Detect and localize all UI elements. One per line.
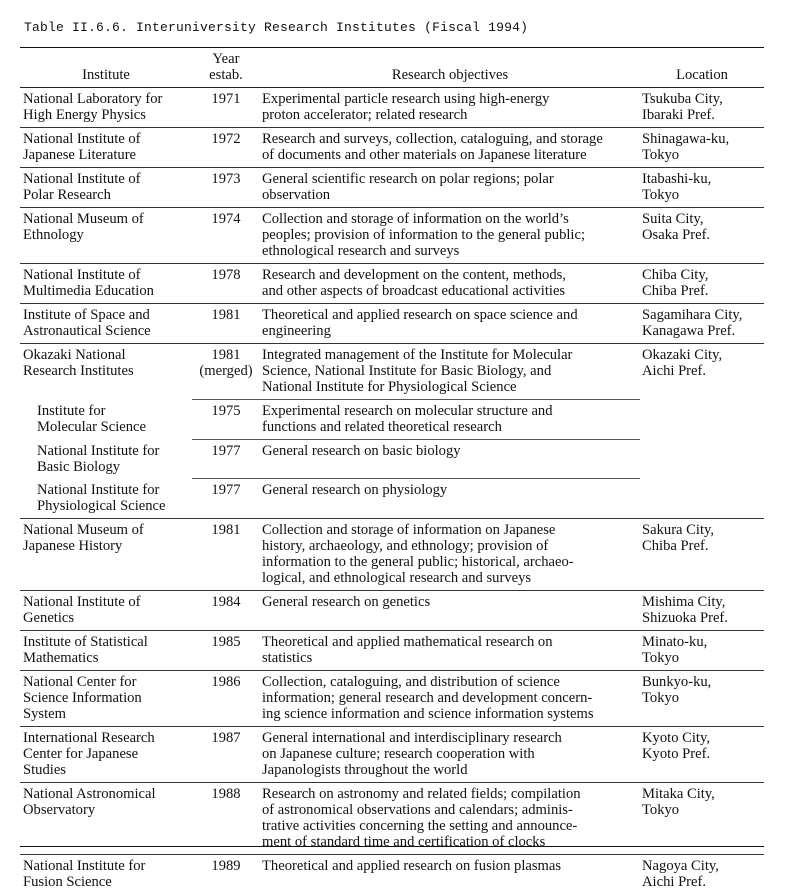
objectives-text: Theoretical and applied research on space science and engineering [262,307,578,339]
table-row [20,128,764,168]
year-cell [192,400,260,440]
table-row [20,264,764,304]
location-cell [640,590,764,630]
institute-text: National Astronomical Observatory [23,785,156,818]
location-cell [640,518,764,590]
institute-cell [20,782,192,854]
objectives-cell [260,518,640,590]
location-text: Shinagawa-ku, Tokyo [642,131,730,163]
location-text: Mitaka City, Tokyo [642,785,715,818]
table-row [20,518,764,590]
location-text: Minato-ku, Tokyo [642,633,708,666]
institute-cell [20,630,192,670]
location-text: Kyoto City, Kyoto Pref. [642,729,711,762]
year-text: 1987 [211,729,241,746]
year-cell [192,304,260,344]
location-text: Mishima City, Shizuoka Pref. [642,593,728,626]
year-text: 1977 [211,443,241,459]
location-cell [640,88,764,128]
objectives-text: Theoretical and applied research on fusion plasmas [262,857,562,874]
year-text: 1977 [211,482,241,498]
objectives-cell [260,590,640,630]
objectives-cell [260,854,640,894]
table-row [20,208,764,264]
objectives-cell [260,479,640,519]
location-text: Suita City, Osaka Pref. [642,211,711,243]
institute-cell [20,264,192,304]
institute-text: National Museum of Ethnology [23,211,144,243]
institute-cell [20,440,192,479]
table-row [20,854,764,894]
institute-cell [20,400,192,440]
year-text: 1984 [211,593,241,610]
location-cell [640,782,764,854]
location-text: Sagamihara City, Kanagawa Pref. [642,307,743,339]
year-cell [192,168,260,208]
institute-cell [20,208,192,264]
location-text: Nagoya City, Aichi Pref. [642,857,719,890]
institute-cell [20,304,192,344]
table-row [20,590,764,630]
year-text: 1981 (merged) [199,347,253,379]
location-text: Bunkyo-ku, Tokyo [642,673,712,706]
location-text: Okazaki City, Aichi Pref. [642,347,723,379]
year-text: 1978 [211,267,241,283]
objectives-cell [260,630,640,670]
year-text: 1972 [211,131,241,147]
year-text: 1973 [211,171,241,187]
institute-cell [20,670,192,726]
year-cell [192,479,260,519]
objectives-text: Integrated management of the Institute for Molecular Science, National Institute for Basic Biology, and National Institute for Physiological Science [262,347,573,395]
objectives-text: Research on astronomy and related fields; compilation of astronomical observations and calendars; adminis- trative activities concerning the setting and announce- ment of standard time and certification of clocks [262,785,581,850]
location-cell [640,670,764,726]
objectives-text: Collection and storage of information on the world’s peoples; provision of information to the general public; ethnological research and surveys [262,211,586,259]
table-row [20,630,764,670]
year-text: 1986 [211,673,241,690]
location-cell [640,630,764,670]
location-text: Tsukuba City, Ibaraki Pref. [642,91,723,123]
objectives-text: Theoretical and applied mathematical research on statistics [262,633,553,666]
year-cell [192,344,260,400]
objectives-cell [260,264,640,304]
institute-cell [20,128,192,168]
location-cell [640,304,764,344]
institute-text: National Institute for Physiological Science [37,481,166,514]
year-cell [192,208,260,264]
year-cell [192,630,260,670]
objectives-text: Research and development on the content, methods, and other aspects of broadcast educational activities [262,267,566,299]
objectives-text: Experimental particle research using high-energy proton accelerator; related research [262,91,550,123]
header-institute: Institute [20,48,192,88]
objectives-cell [260,168,640,208]
institute-text: National Center for Science Information System [23,673,142,722]
year-cell [192,854,260,894]
table-row [20,726,764,782]
year-text: 1989 [211,857,241,874]
year-text: 1988 [211,785,241,802]
institute-text: National Institute of Multimedia Education [23,267,154,299]
objectives-cell [260,344,640,400]
location-cell [640,128,764,168]
year-cell [192,726,260,782]
table-row [20,782,764,854]
objectives-cell [260,304,640,344]
objectives-text: General scientific research on polar regions; polar observation [262,171,554,203]
location-cell [640,208,764,264]
header-year: Year estab. [192,48,260,88]
table-row [20,670,764,726]
location-text: Itabashi-ku, Tokyo [642,171,712,203]
institute-cell [20,344,192,400]
year-text: 1981 [211,521,241,538]
location-cell [640,854,764,894]
table-bottom-rule [20,846,764,847]
objectives-text: General research on physiology [262,482,448,498]
objectives-text: General international and interdisciplinary research on Japanese culture; research cooperation with Japanologists throughout the world [262,729,562,778]
table-caption: Table II.6.6. Interuniversity Research Institutes (Fiscal 1994) [24,20,529,35]
location-cell [640,726,764,782]
objectives-text: Collection and storage of information on Japanese history, archaeology, and ethnology; provision of information to the general public; historical, archaeo- logical, and ethnological research and surveys [262,521,574,586]
objectives-text: Experimental research on molecular structure and functions and related theoretical research [262,403,553,435]
table-row [20,344,764,400]
objectives-text: General research on genetics [262,593,431,610]
table-header-row [20,48,764,88]
location-text: Chiba City, Chiba Pref. [642,267,709,299]
objectives-cell [260,782,640,854]
institute-text: National Institute of Genetics [23,593,141,626]
institute-cell [20,479,192,519]
institute-text: National Institute of Polar Research [23,171,141,203]
institute-cell [20,518,192,590]
objectives-cell [260,88,640,128]
year-text: 1975 [211,403,241,419]
institute-text: National Institute of Japanese Literature [23,131,141,163]
institute-text: Institute of Space and Astronautical Science [23,307,151,339]
year-cell [192,782,260,854]
institute-text: International Research Center for Japanese Studies [23,729,155,778]
table-row [20,88,764,128]
location-text: Sakura City, Chiba Pref. [642,521,715,554]
objectives-cell [260,400,640,440]
year-cell [192,440,260,479]
year-cell [192,670,260,726]
year-cell [192,88,260,128]
year-text: 1985 [211,633,241,650]
institute-cell [20,88,192,128]
year-cell [192,590,260,630]
year-cell [192,128,260,168]
year-cell [192,264,260,304]
objectives-cell [260,208,640,264]
header-objectives: Research objectives [260,48,640,88]
institute-text: National Institute for Basic Biology [37,442,160,475]
location-cell [640,344,764,519]
location-cell [640,168,764,208]
objectives-cell [260,670,640,726]
table-row [20,168,764,208]
objectives-cell [260,726,640,782]
institute-text: National Institute for Fusion Science [23,857,146,890]
institute-cell [20,168,192,208]
objectives-text: Research and surveys, collection, cataloguing, and storage of documents and other materials on Japanese literature [262,131,603,163]
location-cell [640,264,764,304]
objectives-text: General research on basic biology [262,443,461,459]
objectives-cell [260,440,640,479]
objectives-text: Collection, cataloguing, and distribution of science information; general research and development concern- ing science information and science information systems [262,673,594,722]
institute-text: Institute for Molecular Science [37,402,146,435]
institute-cell [20,854,192,894]
objectives-cell [260,128,640,168]
year-text: 1971 [211,91,241,107]
institute-text: National Museum of Japanese History [23,521,144,554]
institutes-table [20,47,764,894]
institute-text: Institute of Statistical Mathematics [23,633,148,666]
year-text: 1981 [211,307,241,323]
year-cell [192,518,260,590]
header-location: Location [640,48,764,88]
institute-text: National Laboratory for High Energy Physics [23,91,163,123]
institute-cell [20,590,192,630]
year-text: 1974 [211,211,241,227]
institute-text: Okazaki National Research Institutes [23,347,134,379]
institute-cell [20,726,192,782]
table-row [20,304,764,344]
